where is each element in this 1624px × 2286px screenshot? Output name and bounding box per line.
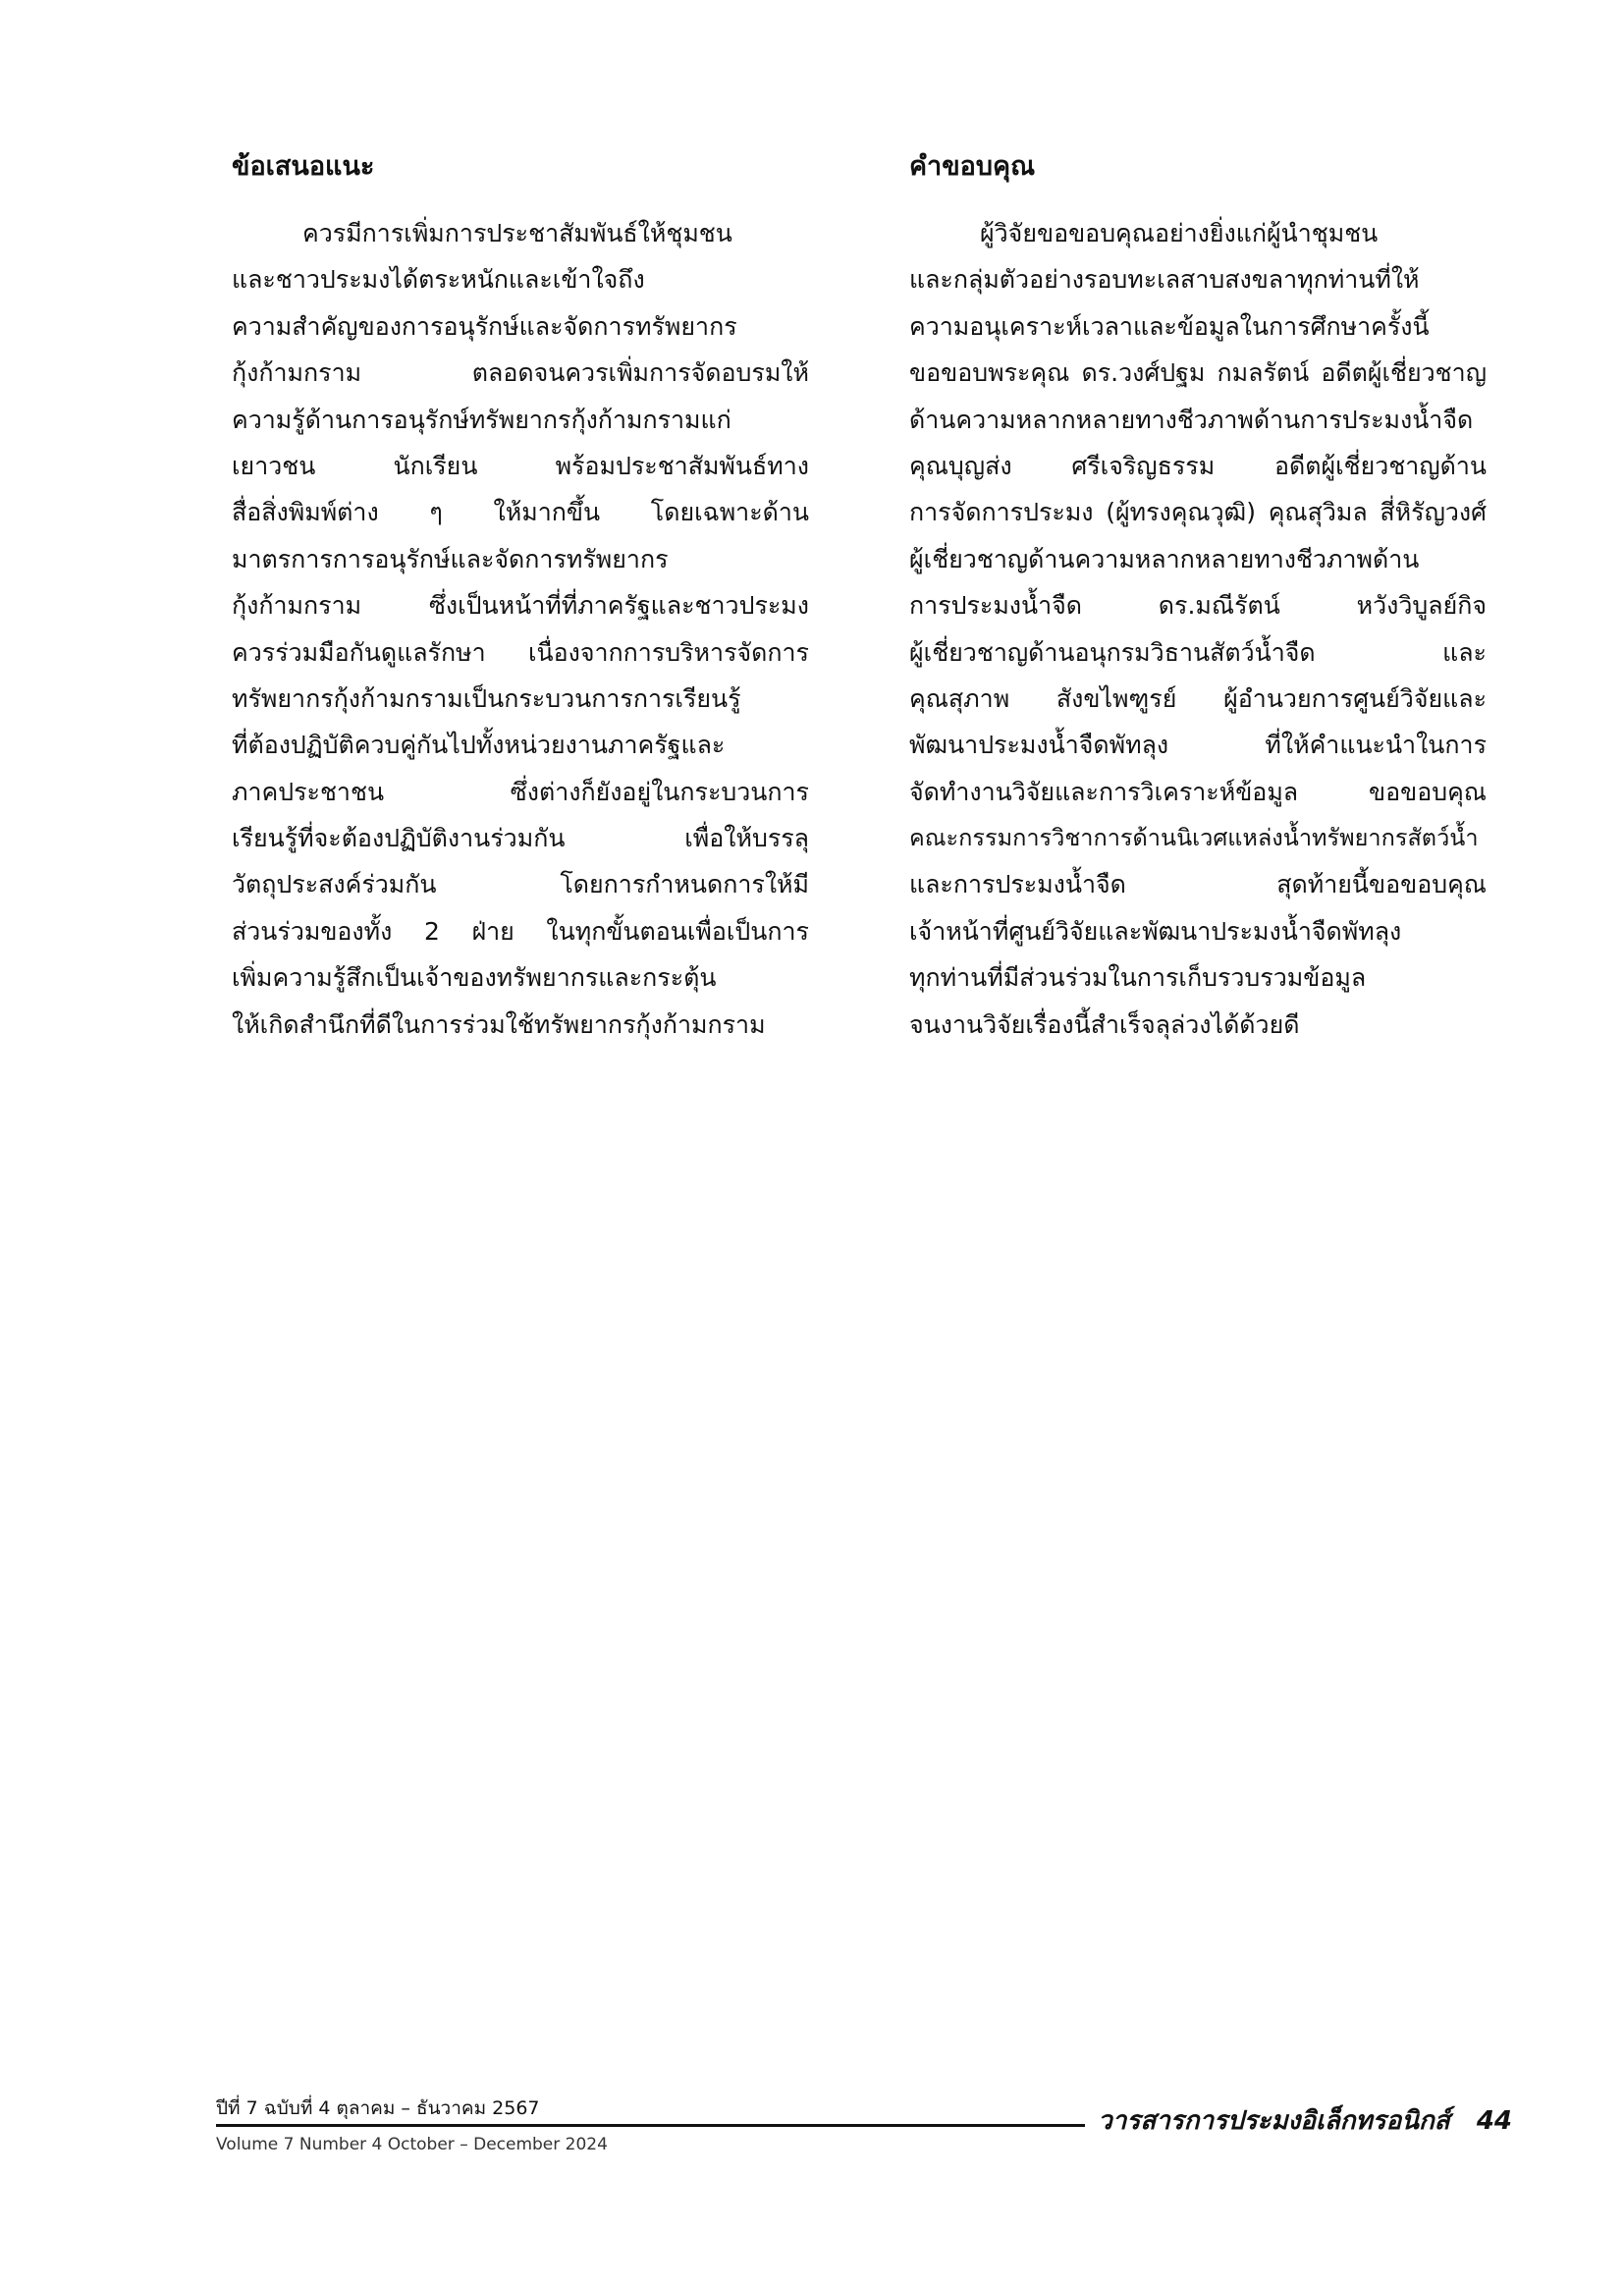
text-line: กุ้งก้ามกราม ตลอดจนควรเพิ่มการจัดอบรมให้ (232, 358, 809, 388)
text-line: เยาวชน นักเรียน พร้อมประชาสัมพันธ์ทาง (232, 451, 809, 480)
text-line: เจ้าหน้าที่ศูนย์วิจัยและพัฒนาประมงน้ำจืดพัทลุง (909, 916, 1402, 946)
text-line: ขอขอบพระคุณ ดร.วงศ์ปฐม กมลรัตน์ อดีตผู้เชี่ยวชาญ (909, 358, 1487, 388)
recommendations-paragraph (232, 210, 809, 1048)
section-heading-recommendations: ข้อเสนอแนะ (232, 151, 375, 182)
text-line: มาตรการการอนุรักษ์และจัดการทรัพยากร (232, 544, 669, 573)
text-line: ให้เกิดสำนึกที่ดีในการร่วมใช้ทรัพยากรกุ้งก้ามกราม (232, 1009, 766, 1039)
text-line: คุณสุภาพ สังขไพฑูรย์ ผู้อำนวยการศูนย์วิจัยและ (909, 683, 1487, 713)
page-footer (216, 2094, 1512, 2162)
text-line: วัตถุประสงค์ร่วมกัน โดยการกำหนดการให้มี (232, 870, 809, 899)
text-line: เรียนรู้ที่จะต้องปฏิบัติงานร่วมกัน เพื่อให้บรรลุ (232, 824, 809, 853)
text-line: ความสำคัญของการอนุรักษ์และจัดการทรัพยากร (232, 311, 737, 341)
issue-info-thai: ปีที่ 7 ฉบับที่ 4 ตุลาคม – ธันวาคม 2567 (216, 2097, 540, 2119)
text-line: ควรมีการเพิ่มการประชาสัมพันธ์ให้ชุมชน (302, 219, 732, 247)
left-column (232, 147, 809, 1048)
text-line: ผู้วิจัยขอขอบคุณอย่างยิ่งแก่ผู้นำชุมชน (980, 219, 1379, 247)
text-line: ควรร่วมมือกันดูแลรักษา เนื่องจากการบริหารจัดการ (232, 637, 809, 667)
section-heading-acknowledgements: คำขอบคุณ (909, 151, 1036, 182)
text-line: ภาคประชาชน ซึ่งต่างก็ยังอยู่ในกระบวนการ (232, 777, 809, 806)
text-line: การประมงน้ำจืด ดร.มณีรัตน์ หวังวิบูลย์กิจ (909, 591, 1487, 621)
text-line: ด้านความหลากหลายทางชีวภาพด้านการประมงน้ำจืด (909, 405, 1474, 434)
text-line: ผู้เชี่ยวชาญด้านอนุกรมวิธานสัตว์น้ำจืด และ (909, 637, 1487, 667)
text-line: ผู้เชี่ยวชาญด้านความหลากหลายทางชีวภาพด้าน (909, 544, 1420, 573)
text-line: ส่วนร่วมของทั้ง 2 ฝ่าย ในทุกขั้นตอนเพื่อเป็นการ (232, 916, 809, 946)
text-line: เพิ่มความรู้สึกเป็นเจ้าของทรัพยากรและกระตุ้น (232, 963, 717, 993)
text-line: ที่ต้องปฏิบัติควบคู่กันไปทั้งหน่วยงานภาครัฐและ (232, 731, 726, 760)
right-column (909, 147, 1487, 1048)
text-line: ความรู้ด้านการอนุรักษ์ทรัพยากรกุ้งก้ามกรามแก่ (232, 405, 731, 434)
text-line: ความอนุเคราะห์เวลาและข้อมูลในการศึกษาครั้งนี้ (909, 311, 1430, 341)
journal-name: วารสารการประมงอิเล็กทรอนิกส์ (1098, 2106, 1450, 2136)
text-line: และการประมงน้ำจืด สุดท้ายนี้ขอขอบคุณ (909, 870, 1487, 899)
text-line: การจัดการประมง (ผู้ทรงคุณวุฒิ) คุณสุวิมล สี่หิรัญวงศ์ (909, 498, 1487, 527)
journal-title-page-number (1098, 2105, 1512, 2137)
issue-info-english: Volume 7 Number 4 October – December 2024 (216, 2135, 608, 2154)
text-line: จนงานวิจัยเรื่องนี้สำเร็จลุล่วงได้ด้วยดี (909, 1009, 1300, 1039)
acknowledgements-paragraph (909, 210, 1487, 1048)
text-line: ทรัพยากรกุ้งก้ามกรามเป็นกระบวนการการเรียนรู้ (232, 683, 741, 713)
text-line: พัฒนาประมงน้ำจืดพัทลุง ที่ให้คำแนะนำในการ (909, 731, 1487, 760)
text-line: และชาวประมงได้ตระหนักและเข้าใจถึง (232, 265, 645, 295)
footer-divider (216, 2124, 1085, 2127)
text-line: กุ้งก้ามกราม ซึ่งเป็นหน้าที่ที่ภาครัฐและชาวประมง (232, 591, 809, 621)
page-number: 44 (1476, 2106, 1512, 2136)
text-line: จัดทำงานวิจัยและการวิเคราะห์ข้อมูล ขอขอบคุณ (909, 777, 1487, 806)
text-line: สื่อสิ่งพิมพ์ต่าง ๆ ให้มากขึ้น โดยเฉพาะด้าน (232, 498, 809, 527)
text-line: คณะกรรมการวิชาการด้านนิเวศแหล่งน้ำทรัพยากรสัตว์น้ำ (909, 824, 1479, 852)
text-line: และกลุ่มตัวอย่างรอบทะเลสาบสงขลาทุกท่านที่ให้ (909, 265, 1420, 295)
text-line: ทุกท่านที่มีส่วนร่วมในการเก็บรวบรวมข้อมูล (909, 963, 1367, 993)
text-line: คุณบุญส่ง ศรีเจริญธรรม อดีตผู้เชี่ยวชาญด้าน (909, 451, 1487, 480)
